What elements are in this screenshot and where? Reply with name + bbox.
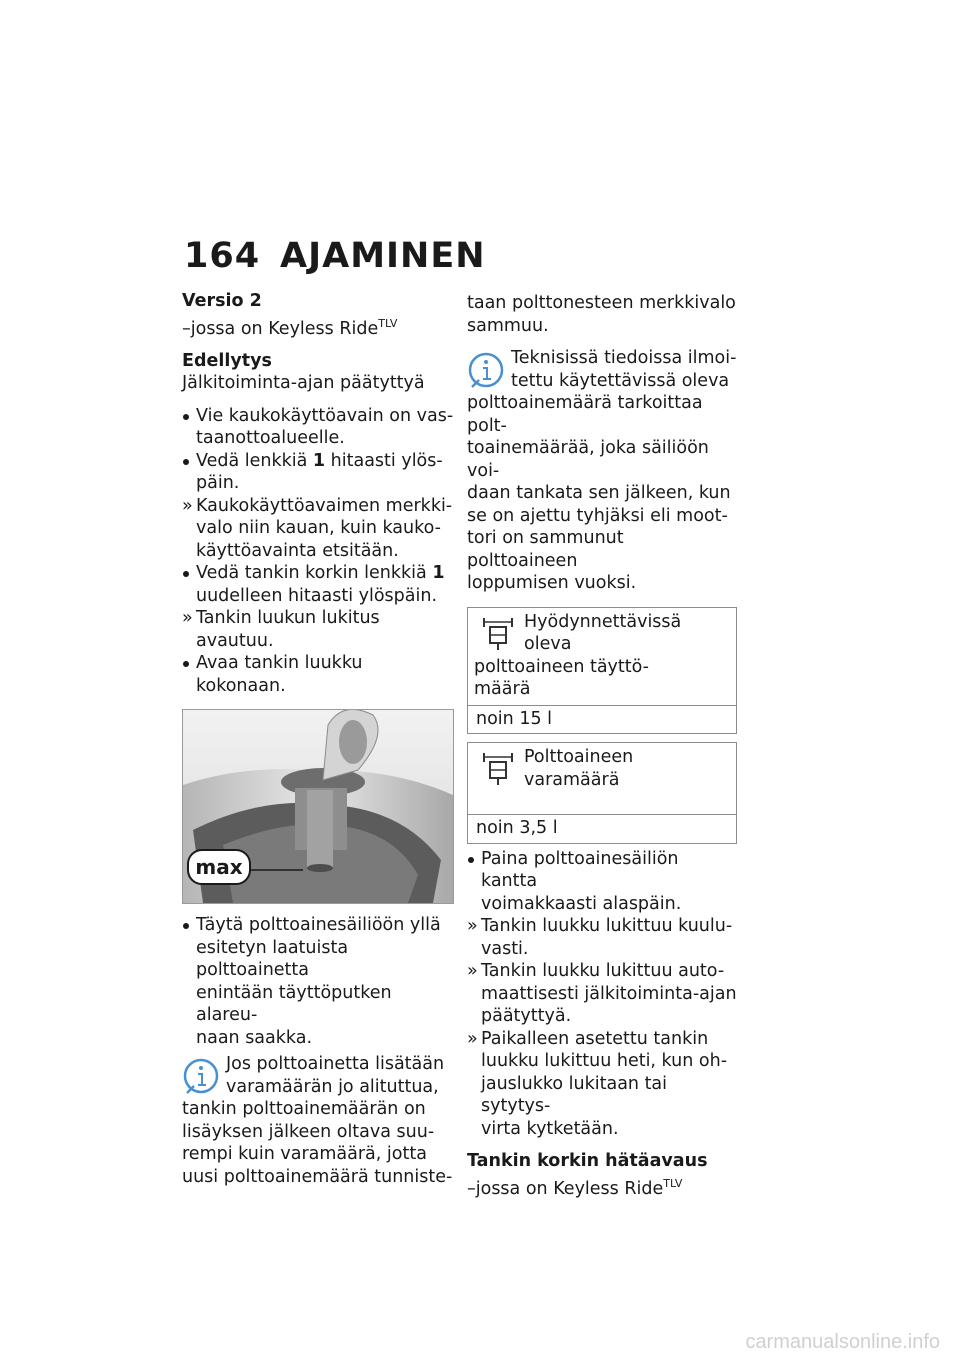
page-header	[184, 236, 486, 276]
result-marker: »	[182, 495, 193, 516]
result-marker: »	[467, 1028, 478, 1049]
emergency-release-title: Tankin korkin hätäavaus	[467, 1151, 708, 1171]
max-label: max	[195, 855, 243, 880]
info-icon	[465, 349, 507, 391]
bullet-icon	[183, 923, 189, 929]
version-subtitle: –jossa on Keyless Ride$^{TLV}$	[182, 316, 398, 339]
list-item: Vedä lenkkiä 1 hitaasti ylös- päin.	[182, 450, 454, 495]
list-item: » Kaukokäyttöavaimen merkki- valo niin kauan, kuin kauko- käyttöavainta etsitään.	[182, 495, 453, 561]
list-item: » Paikalleen asetettu tankin luukku lukittuu heti, kun oh- jauslukko lukitaan tai sytytys- virta kytketään.	[467, 1028, 728, 1139]
prerequisite-text: Jälkitoiminta-ajan päätyttyä	[182, 373, 425, 394]
bullet-icon	[183, 571, 189, 577]
bullet-icon	[468, 857, 474, 863]
list-item: Avaa tankin luukku kokonaan.	[182, 652, 454, 697]
emergency-release-subtitle: –jossa on Keyless Ride$^{TLV}$	[467, 1176, 683, 1199]
fuel-pump-icon	[478, 748, 518, 788]
version-title: Versio 2	[182, 291, 262, 311]
prerequisite-title: Edellytys	[182, 350, 272, 371]
list-item: » Tankin luukku lukittuu auto- maattisesti jälkitoiminta-ajan päätyttyä.	[467, 961, 737, 1026]
list-item: Täytä polttoainesäiliöön yllä esitetyn laatuista polttoainetta enintään täyttöputken alareu- naan saakka.	[182, 914, 454, 1049]
page-number: 164	[184, 236, 261, 276]
fuel-tank-illustration	[183, 710, 453, 903]
list-item: Paina polttoainesäiliön kantta voimakkaasti alaspäin.	[467, 848, 737, 916]
fuel-pump-icon	[478, 613, 518, 653]
info-note: Jos polttoainetta lisätään varamäärän jo alituttua, tankin polttoainemäärän on lisäyksen jälkeen oltava suu- rempi kuin varamäärä, jotta uusi polttoainemäärä tunniste-	[182, 1054, 453, 1187]
result-marker: »	[467, 961, 478, 981]
list-item: Vie kaukokäyttöavain on vas- taanottoalueelle.	[182, 405, 454, 450]
spec-table-fuel-capacity: Hyödynnettävissä oleva polttoaineen täyttö- määrä noin 15 l	[467, 607, 737, 735]
left-column	[182, 290, 454, 1188]
spec-value: noin 15 l	[468, 705, 736, 734]
bullet-icon	[183, 414, 189, 420]
bullet-icon	[183, 661, 189, 667]
info-note: Teknisissä tiedoissa ilmoi- tettu käytettävissä oleva polttoainemäärä tarkoittaa polt- toainemäärää, joka säiliöön voi- daan tankata sen jälkeen, kun se on ajettu tyhjäksi eli moot- tori on sammunut polttoaineen loppumisen vuoksi.	[467, 348, 737, 593]
fuel-filler-photo	[182, 709, 454, 904]
list-item: Vedä tankin korkin lenkkiä 1 uudelleen hitaasti ylöspäin.	[182, 562, 454, 607]
info-icon	[180, 1055, 222, 1097]
bullet-icon	[183, 459, 189, 465]
list-item: » Tankin luukun lukitus avautuu.	[182, 608, 380, 651]
right-column: taan polttonesteen merkkivalo sammuu. Teknisissä tiedoissa ilmoi- tettu käytettävissä oleva polttoainemäärä tarkoittaa polt- toainemäärää, joka säiliöön voi- daan tankata sen jälkeen, kun se on ajettu tyhjäksi eli moot- tori on sammunut polttoaineen loppumisen vuoksi. Hyödynnettävissä oleva polttoaineen täyttö- määrä noin 15 l Polttoaineen varamäärä noin 3,5 l Paina polttoainesäiliön kantta voimakkaasti alaspäin. » Tankin luukku lukittuu kuulu- vasti. » Tankin luukku lukittuu auto- maattisesti jälkitoiminta-ajan päätyttyä. » Paikalleen asetettu tankin luukku lukittuu heti, kun oh- jauslukko lukitaan tai sytytys- virta kytketään. Tankin korkin hätäavaus –jossa on Keyless Ride$^{TLV}$	[467, 293, 737, 1199]
result-marker: »	[182, 608, 193, 629]
watermark: carmanualsonline.info	[745, 1331, 940, 1353]
list-item: » Tankin luukku lukittuu kuulu- vasti.	[467, 916, 733, 959]
spec-value: noin 3,5 l	[468, 814, 736, 843]
spec-table-fuel-reserve: Polttoaineen varamäärä noin 3,5 l	[467, 742, 737, 844]
result-marker: »	[467, 916, 478, 936]
section-title: AJAMINEN	[280, 236, 486, 276]
